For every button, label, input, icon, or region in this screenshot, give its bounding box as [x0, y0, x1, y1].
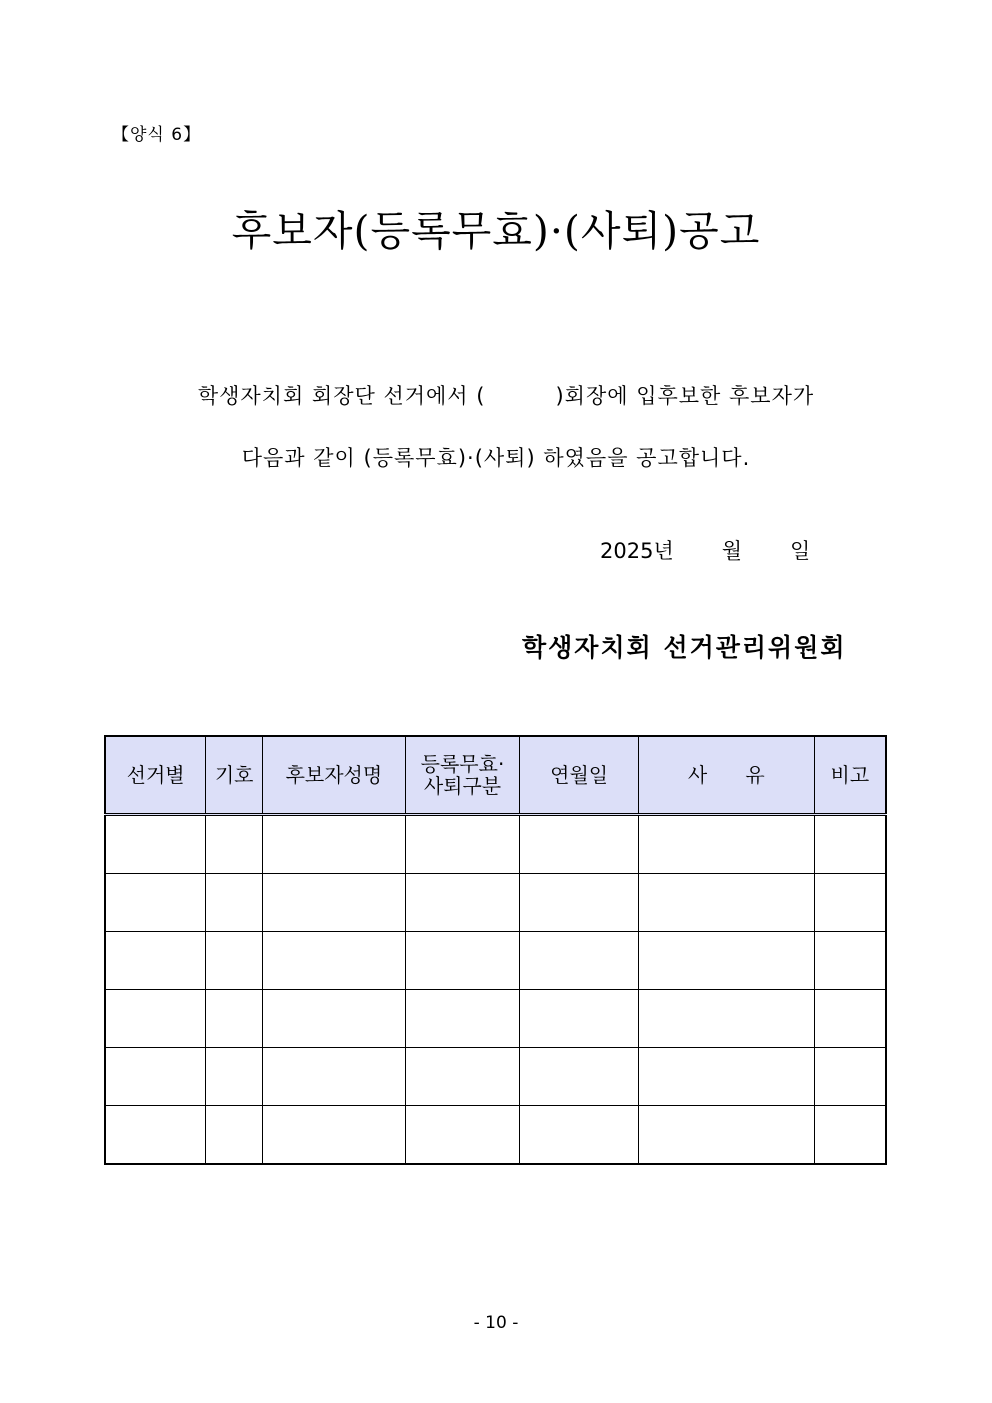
- table-cell: [638, 1048, 814, 1106]
- table-cell: [638, 874, 814, 932]
- header-status-line-2: 사퇴구분: [423, 774, 502, 798]
- header-number: 기호: [206, 736, 263, 815]
- header-remarks: 비고: [814, 736, 886, 815]
- table-cell: [206, 815, 263, 874]
- header-status-line-1: 등록무효·: [420, 752, 505, 776]
- table-cell: [814, 874, 886, 932]
- table-cell: [814, 815, 886, 874]
- header-reason: 사 유: [638, 736, 814, 815]
- body-line-2: 다음과 같이 (등록무효)·(사퇴) 하였음을 공고합니다.: [241, 446, 751, 470]
- table-header-row: [105, 736, 886, 815]
- table-cell: [263, 932, 406, 990]
- page-number: - 10 -: [473, 1313, 519, 1333]
- table-cell: [520, 815, 639, 874]
- table-cell: [520, 990, 639, 1048]
- table-cell: [638, 990, 814, 1048]
- table-cell: [105, 874, 206, 932]
- table-cell: [638, 932, 814, 990]
- table-cell: [263, 874, 406, 932]
- table-cell: [206, 990, 263, 1048]
- header-candidate-name: 후보자성명: [263, 736, 406, 815]
- header-status: [405, 736, 520, 815]
- table-cell: [206, 874, 263, 932]
- table-cell: [405, 815, 520, 874]
- form-label: 【양식 6】: [112, 125, 202, 145]
- date-month: 월: [721, 539, 743, 563]
- table-cell: [405, 874, 520, 932]
- table-row: [105, 874, 886, 932]
- table-cell: [405, 1048, 520, 1106]
- table-cell: [105, 815, 206, 874]
- header-date: 연월일: [520, 736, 639, 815]
- table-cell: [105, 932, 206, 990]
- table-cell: [206, 1106, 263, 1165]
- committee-name: 학생자치회 선거관리위원회: [522, 633, 847, 662]
- body-line-1-part-1: 학생자치회 회장단 선거에서 (: [197, 384, 486, 408]
- table-cell: [814, 932, 886, 990]
- table-cell: [263, 1048, 406, 1106]
- table-cell: [814, 1106, 886, 1165]
- table-cell: [520, 1106, 639, 1165]
- table-row: [105, 932, 886, 990]
- body-line-1-part-2: )회장에 입후보한 후보자가: [555, 384, 815, 408]
- table-cell: [405, 990, 520, 1048]
- table-cell: [405, 932, 520, 990]
- table-cell: [263, 1106, 406, 1165]
- table-row: [105, 1048, 886, 1106]
- table-cell: [263, 815, 406, 874]
- table-cell: [105, 990, 206, 1048]
- table-cell: [405, 1106, 520, 1165]
- candidate-table: [104, 735, 887, 1165]
- table-cell: [206, 1048, 263, 1106]
- header-election-type: 선거별: [105, 736, 206, 815]
- body-line-1: [10, 380, 992, 410]
- table-cell: [263, 990, 406, 1048]
- table-row: [105, 815, 886, 874]
- page-title: 후보자(등록무효)·(사퇴)공고: [231, 207, 761, 255]
- table-cell: [638, 815, 814, 874]
- table-cell: [814, 990, 886, 1048]
- table-row: [105, 990, 886, 1048]
- table-cell: [638, 1106, 814, 1165]
- table-cell: [105, 1048, 206, 1106]
- date-year: 2025년: [600, 539, 674, 563]
- notice-date: [600, 535, 810, 565]
- table-cell: [105, 1106, 206, 1165]
- table-cell: [520, 1048, 639, 1106]
- table-row: [105, 1106, 886, 1165]
- date-day: 일: [790, 539, 811, 563]
- table-cell: [206, 932, 263, 990]
- table-cell: [520, 874, 639, 932]
- table-cell: [520, 932, 639, 990]
- table-cell: [814, 1048, 886, 1106]
